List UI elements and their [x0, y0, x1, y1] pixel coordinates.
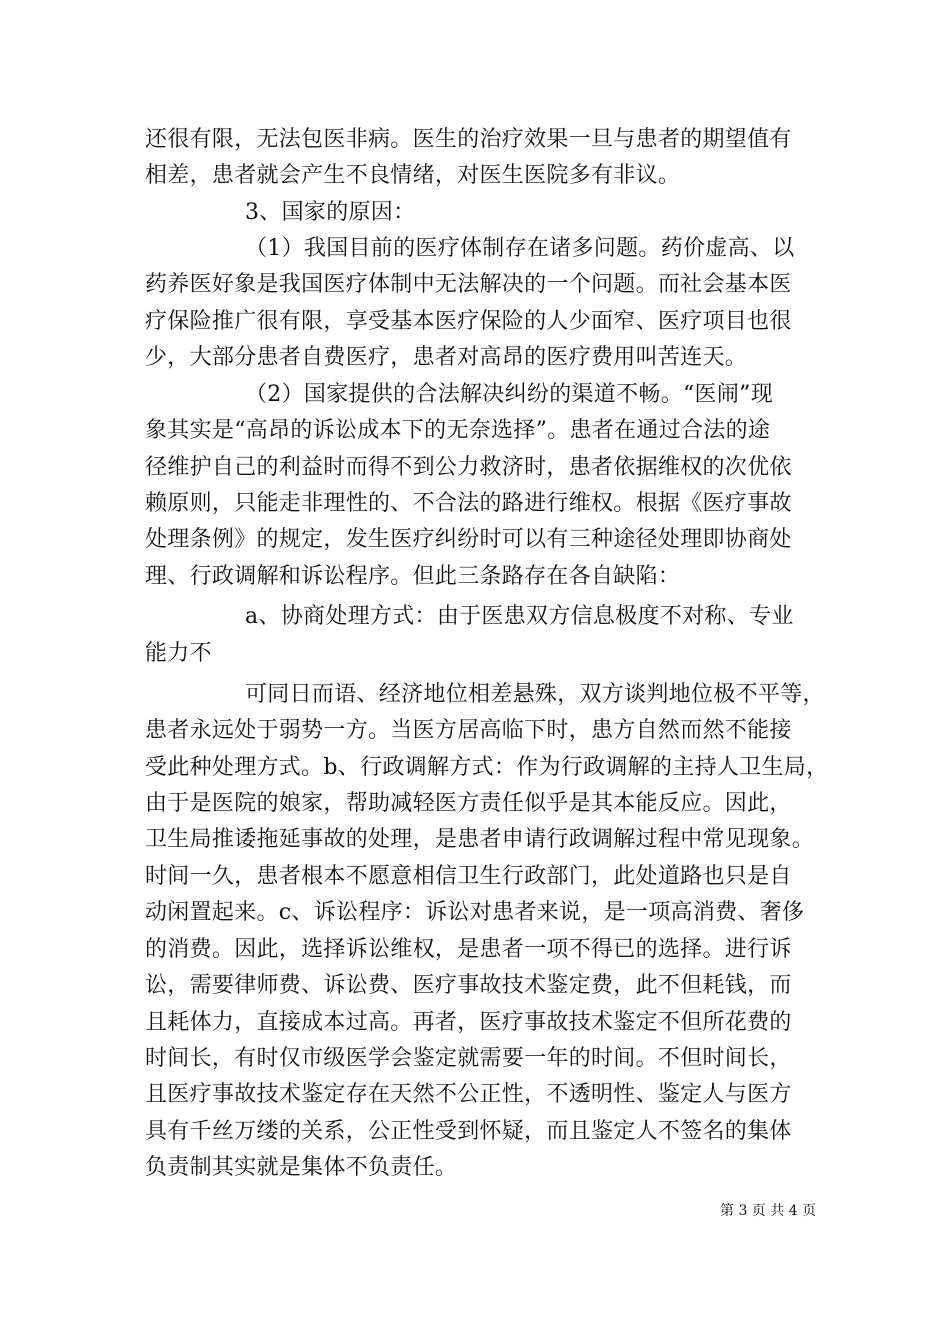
body-line: 能力不	[145, 641, 212, 666]
body-line: 药养医好象是我国医疗体制中无法解决的一个问题。而社会基本医	[145, 272, 792, 297]
page-number-footer: 第 3 页 共 4 页	[720, 1203, 817, 1219]
body-line: 动闲置起来。c、诉讼程序：诉讼对患者来说，是一项高消费、奢侈	[145, 900, 805, 925]
body-line: 径维护自己的利益时而得不到公力救济时，患者依据维权的次优依	[145, 455, 792, 480]
body-line: 理、行政调解和诉讼程序。但此三条路存在各自缺陷：	[145, 564, 681, 589]
section-heading: 3、国家的原因：	[245, 200, 416, 225]
body-line: 相差，患者就会产生不良情绪，对医生医院多有非议。	[145, 163, 681, 188]
body-line: 负责制其实就是集体不负责任。	[145, 1155, 458, 1180]
body-line: 患者永远处于弱势一方。当医方居高临下时，患方自然而然不能接	[145, 718, 792, 743]
body-line: 讼，需要律师费、诉讼费、医疗事故技术鉴定费，此不但耗钱，而	[145, 973, 792, 998]
body-line: （2）国家提供的合法解决纠纷的渠道不畅。“医闹”现	[245, 382, 773, 407]
body-line: 的消费。因此，选择诉讼维权，是患者一项不得已的选择。进行诉	[145, 937, 792, 962]
body-line: 且医疗事故技术鉴定存在天然不公正性，不透明性、鉴定人与医方	[145, 1082, 792, 1107]
body-line: a、协商处理方式：由于医患双方信息极度不对称、专业	[245, 604, 794, 629]
body-line: 赖原则，只能走非理性的、不合法的路进行维权。根据《医疗事故	[145, 491, 792, 516]
body-line: 具有千丝万缕的关系，公正性受到怀疑，而且鉴定人不签名的集体	[145, 1119, 792, 1144]
body-line: 疗保险推广很有限，享受基本医疗保险的人少面窄、医疗项目也很	[145, 309, 792, 334]
body-line: 处理条例》的规定，发生医疗纠纷时可以有三种途径处理即协商处	[145, 527, 792, 552]
body-line: 卫生局推诿拖延事故的处理，是患者申请行政调解过程中常见现象。	[145, 827, 815, 852]
body-line: （1）我国目前的医疗体制存在诸多问题。药价虚高、以	[245, 236, 795, 261]
body-line: 可同日而语、经济地位相差悬殊，双方谈判地位极不平等，	[245, 682, 825, 707]
body-line: 时间一久，患者根本不愿意相信卫生行政部门，此处道路也只是自	[145, 864, 792, 889]
body-line: 时间长，有时仅市级医学会鉴定就需要一年的时间。不但时间长，	[145, 1046, 792, 1071]
body-line: 且耗体力，直接成本过高。再者，医疗事故技术鉴定不但所花费的	[145, 1010, 792, 1035]
body-line: 受此种处理方式。b、行政调解方式：作为行政调解的主持人卫生局，	[145, 755, 829, 780]
body-line: 少，大部分患者自费医疗，患者对高昂的医疗费用叫苦连天。	[145, 345, 748, 370]
body-line: 由于是医院的娘家，帮助减轻医方责任似乎是其本能反应。因此，	[145, 791, 792, 816]
body-line: 象其实是“高昂的诉讼成本下的无奈选择”。患者在通过合法的途	[145, 418, 771, 443]
body-line: 还很有限，无法包医非病。医生的治疗效果一旦与患者的期望值有	[145, 127, 792, 152]
